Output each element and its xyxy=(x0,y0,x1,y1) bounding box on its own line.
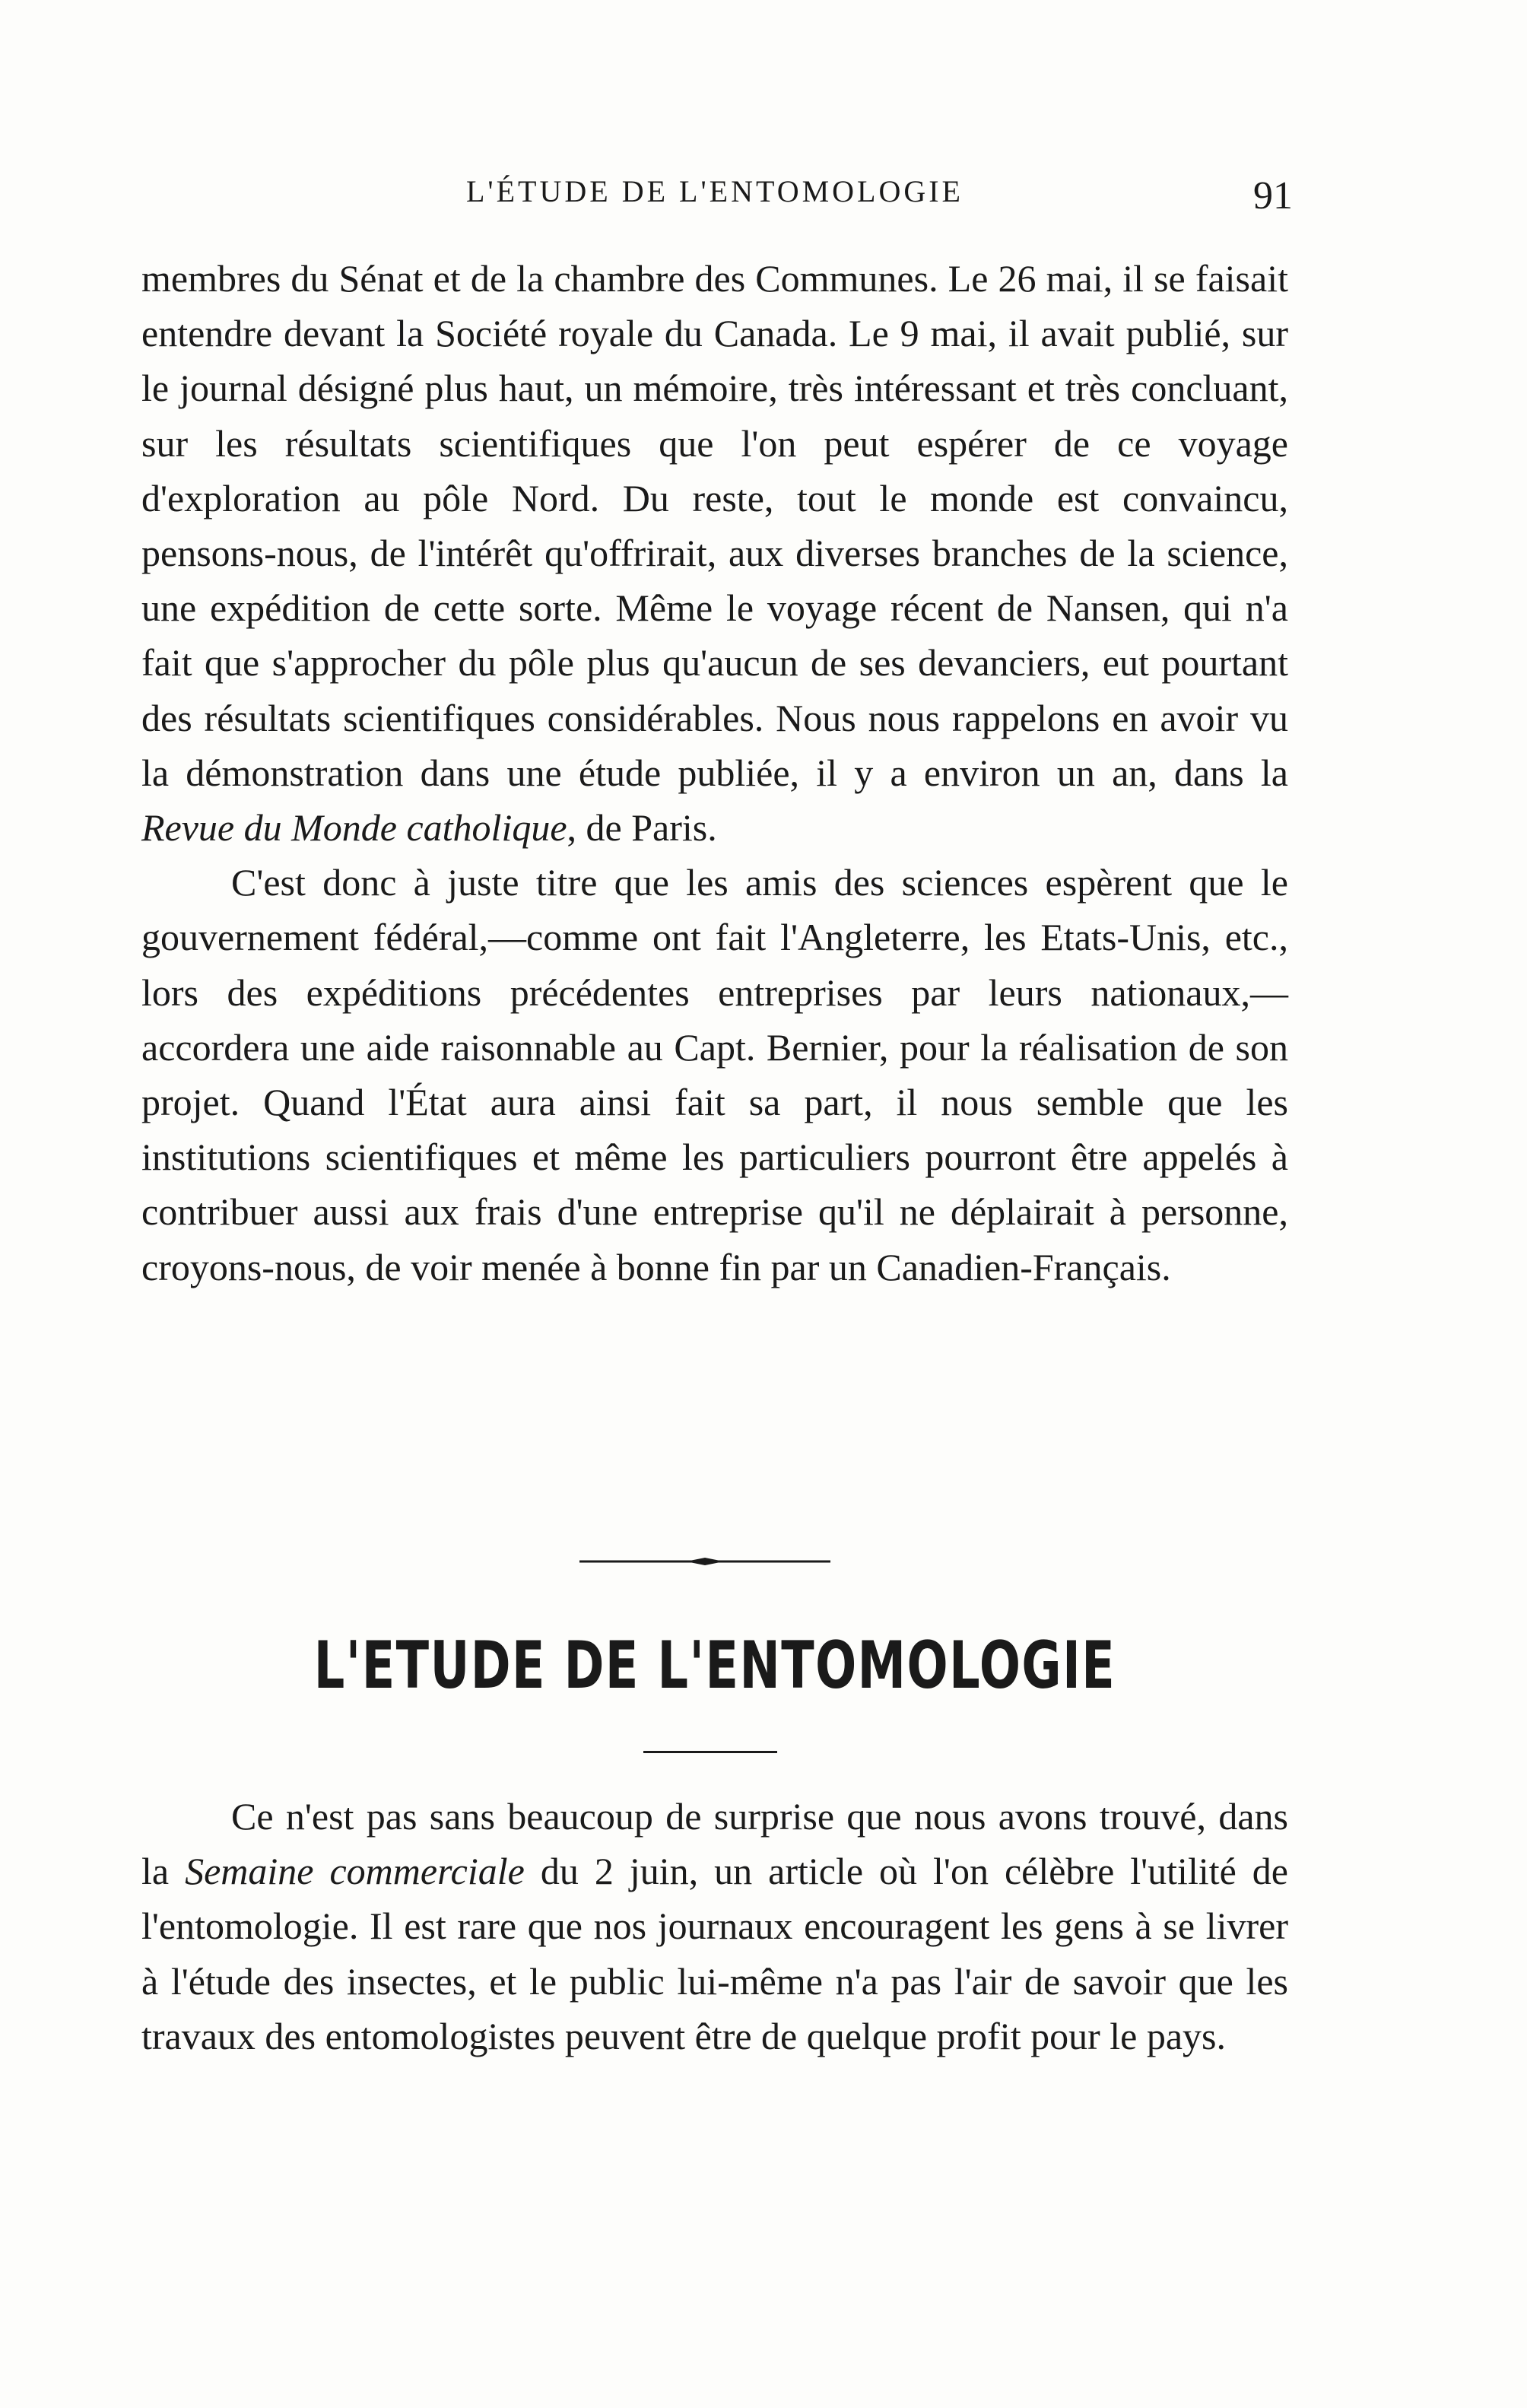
page-number: 91 xyxy=(1253,174,1293,218)
section-heading: L'ETUDE DE L'ENTOMOLOGIE xyxy=(313,1628,1116,1704)
paragraph-entomology-article xyxy=(141,1789,1288,2063)
running-head xyxy=(137,173,1293,219)
paragraph-text: membres du Sénat et de la chambre des Communes. Le 26 mai, il se faisait entendre devant la Société royale du Canada. Le 9 mai, il avait publié, sur le journal désigné plus haut, un mémoire, très intéressant et très concluant, sur les résultats scientifiques que l'on peut espérer de ce voyage d'exploration au pôle Nord. Du reste, tout le monde est convaincu, pensons-nous, de l'intérêt qu'offrirait, aux diverses branches de la science, une expédition de cette sorte. Même le voyage récent de Nansen, qui n'a fait que s'approcher du pôle plus qu'aucun de ses devanciers, eut pourtant des résultats scientifiques considérables. Nous nous rappelons en avoir vu la démonstration dans une étude publiée, il y a environ un an, dans la xyxy=(141,257,1288,794)
journal-title-italic: Revue du Monde catholique xyxy=(141,806,567,850)
text-block-upper xyxy=(141,251,1288,1295)
heading-rule xyxy=(643,1751,777,1753)
running-title: L'ÉTUDE DE L'ENTOMOLOGIE xyxy=(465,174,964,208)
paragraph-tail: du 2 juin, un article où l'on célèbre l'utilité de l'entomologie. Il est rare que nos journaux encouragent les gens à se livrer à l'étude des insectes, et le public lui-même n'a pas l'air de savoir que les travaux des entomologistes peuvent être de quelque profit pour le pays. xyxy=(141,1850,1288,2057)
ornament-divider xyxy=(579,1557,830,1566)
text-block-lower xyxy=(141,1789,1288,2063)
paragraph-lead: Ce n'est pas sans beaucoup de surprise que nous avons trouvé, dans la xyxy=(141,1795,1288,1893)
paragraph-nansen-expedition xyxy=(141,251,1288,855)
journal-title-italic: Semaine commerciale xyxy=(185,1850,525,1893)
paragraph-tail: , de Paris. xyxy=(567,806,717,850)
paragraph-government-aid: C'est donc à juste titre que les amis des sciences espèrent que le gouvernement fédéral,—comme ont fait l'Angleterre, les Etats-Unis, etc., lors des expéditions précédentes entreprises par leurs nationaux,—accordera une aide raisonnable au Capt. Bernier, pour la réalisation de son projet. Quand l'État aura ainsi fait sa part, il nous semble que les institutions scientifiques et même les particuliers pourront être appelés à contribuer aussi aux frais d'une entreprise qu'il ne déplairait à personne, croyons-nous, de voir menée à bonne fin par un Canadien-Français. xyxy=(141,861,1288,1288)
